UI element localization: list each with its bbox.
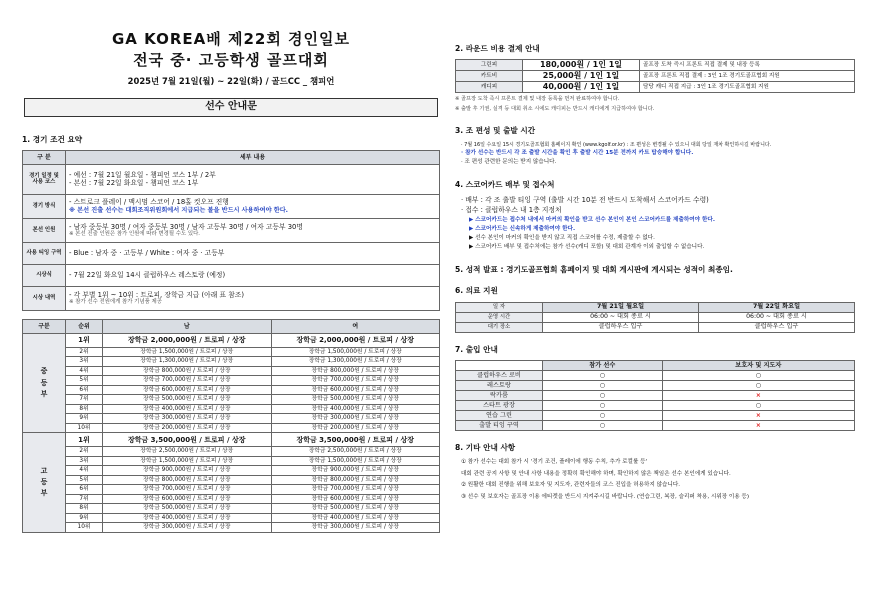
access-body — [456, 371, 855, 431]
prize-row — [23, 357, 440, 367]
left-column — [22, 24, 440, 533]
prize-rank: 7위 — [66, 395, 103, 405]
fee-note: ※ 골프장 도착 즉시 프론트 결제 및 내장 등록을 먼저 완료하여야 합니다. — [455, 96, 620, 103]
cond-label: 사용 티잉 구역 — [23, 242, 66, 264]
cond-label: 시상 내역 — [23, 286, 66, 310]
prize-male: 장학금 1,500,000원 / 트로피 / 상장 — [103, 456, 272, 466]
title-line-1: GA KOREA배 제22회 경인일보 — [112, 30, 350, 48]
prize-male: 장학금 400,000원 / 트로피 / 상장 — [103, 513, 272, 523]
prize-rank: 1위 — [66, 333, 103, 347]
prize-female: 장학금 3,500,000원 / 트로피 / 상장 — [271, 433, 440, 447]
prize-male: 장학금 2,500,000원 / 트로피 / 상장 — [103, 447, 272, 457]
access-player: ○ — [543, 401, 663, 411]
prize-division-label: 고 등 부 — [23, 433, 66, 533]
cond-header-detail: 세부 내용 — [66, 150, 440, 164]
cond-label: 경기 일정 및 사용 코스 — [23, 164, 66, 194]
fee-amount: 180,000원 / 1인 1일 — [523, 60, 640, 71]
access-header-blank — [456, 361, 543, 371]
prize-row — [23, 376, 440, 386]
access-guardian: ○ — [662, 381, 854, 391]
prize-row — [23, 494, 440, 504]
prize-row — [23, 485, 440, 495]
cond-note: ※ 본선 진출 인원은 참가 인원에 따라 변경될 수도 있다. — [69, 231, 201, 238]
prize-male: 장학금 600,000원 / 트로피 / 상장 — [103, 494, 272, 504]
access-player: ○ — [543, 411, 663, 421]
score-line: ▶ 스코어카드 배부 및 접수처에는 참가 선수(캐디 포함) 및 대회 관계자 이외 출입할 수 없습니다. — [469, 243, 705, 250]
score-line-highlight: ▶ 스코어카드는 접수처 내에서 마커의 확인을 받고 선수 본인이 본인 스코어카드를 제출하여야 한다. — [469, 216, 715, 223]
prize-row — [23, 395, 440, 405]
prize-row — [23, 433, 440, 447]
prize-rank: 2위 — [66, 347, 103, 357]
access-player: ○ — [543, 391, 663, 401]
cond-label: 시상식 — [23, 264, 66, 286]
prize-male: 장학금 500,000원 / 트로피 / 상장 — [103, 504, 272, 514]
etc-line: ② 원활한 대회 진행을 위해 보호자 및 지도자, 관련자들의 코스 진입을 허용하지 않습니다. — [461, 482, 681, 489]
prize-header-division: 구분 — [23, 319, 66, 333]
medical-cell: 클럽하우스 입구 — [543, 322, 699, 332]
prize-male: 장학금 1,300,000원 / 트로피 / 상장 — [103, 357, 272, 367]
prize-rank: 10위 — [66, 523, 103, 533]
prize-male: 장학금 200,000원 / 트로피 / 상장 — [103, 423, 272, 433]
section-6-heading: 6. 의료 지원 — [455, 286, 498, 296]
cond-note: ※ 참가 선수 전원에게 참가 기념품 제공 — [69, 299, 162, 306]
access-label: 레스토랑 — [456, 381, 543, 391]
prize-male: 장학금 500,000원 / 트로피 / 상장 — [103, 395, 272, 405]
access-row — [456, 401, 855, 411]
section-3-heading: 3. 조 편성 및 출발 시간 — [455, 126, 536, 136]
prize-row — [23, 333, 440, 347]
medical-label: 대기 장소 — [456, 322, 543, 332]
prize-row — [23, 456, 440, 466]
prize-rank: 4위 — [66, 366, 103, 376]
score-line: ▶ 선수 본인이 마커의 확인을 받지 않고 직접 스코어를 수정, 제출할 수 없다. — [469, 234, 655, 241]
fee-label: 캐디피 — [456, 82, 523, 93]
medical-cell: 06:00 ~ 대회 종료 시 — [699, 312, 855, 322]
prize-rank: 6위 — [66, 385, 103, 395]
prize-female: 장학금 400,000원 / 트로피 / 상장 — [271, 513, 440, 523]
prize-header-male: 남 — [103, 319, 272, 333]
access-row — [456, 391, 855, 401]
section-1-heading: 1. 경기 조건 요약 — [22, 134, 83, 144]
access-label: 스타트 광장 — [456, 401, 543, 411]
fee-note: ※ 출발 후 기권, 실격 등 대회 취소 시에도 캐디피는 반드시 캐디에게 지급하여야 합니다. — [455, 105, 655, 112]
prize-female: 장학금 2,500,000원 / 트로피 / 상장 — [271, 447, 440, 457]
access-player: ○ — [543, 381, 663, 391]
prize-rank: 2위 — [66, 447, 103, 457]
cond-line: - 예선 : 7월 21일 월요일 - 챔피언 코스 1부 / 2부 — [69, 171, 216, 179]
title-line-2: 전국 중· 고등학생 골프대회 — [133, 50, 329, 69]
prize-table — [22, 319, 440, 533]
prize-row — [23, 404, 440, 414]
access-row — [456, 411, 855, 421]
prize-row — [23, 475, 440, 485]
medical-header: 일 자 — [456, 302, 543, 312]
prize-female: 장학금 500,000원 / 트로피 / 상장 — [271, 504, 440, 514]
prize-row — [23, 447, 440, 457]
event-date-line: 2025년 7월 21일(월) ~ 22일(화) / 골드CC _ 챔피언 — [127, 75, 335, 86]
prize-row — [23, 523, 440, 533]
prize-female: 장학금 600,000원 / 트로피 / 상장 — [271, 385, 440, 395]
section-4-heading: 4. 스코어카드 배부 및 접수처 — [455, 180, 555, 190]
prize-female: 장학금 800,000원 / 트로피 / 상장 — [271, 366, 440, 376]
cond-line: - 스트로크 플레이 / 맥시멈 스코어 / 18홀 컷오프 진행 — [69, 198, 229, 207]
access-label: 출발 티잉 구역 — [456, 421, 543, 431]
cond-value — [66, 286, 440, 310]
prize-rank: 8위 — [66, 504, 103, 514]
cond-value: - 7월 22일 화요일 14시 클럽하우스 레스토랑 (예정) — [66, 264, 440, 286]
access-label: 연습 그린 — [456, 411, 543, 421]
fee-desc: 골프장 도착 즉시 프론트 직접 결제 및 내장 등록 — [640, 60, 855, 71]
access-player: ○ — [543, 371, 663, 381]
fee-amount: 25,000원 / 1인 1일 — [523, 71, 640, 82]
prize-division-label: 중 등 부 — [23, 333, 66, 433]
prize-header-rank: 순위 — [66, 319, 103, 333]
cond-value — [66, 194, 440, 218]
score-line: · 접수 : 클럽하우스 내 1층 지정처 — [461, 206, 562, 215]
cond-value — [66, 164, 440, 194]
access-guardian: × — [662, 391, 854, 401]
cond-line: - 남자 중등부 30명 / 여자 중등부 30명 / 남자 고등부 30명 / 여자 고등부 30명 — [69, 222, 303, 231]
prize-male: 장학금 2,000,000원 / 트로피 / 상장 — [103, 333, 272, 347]
cond-value: - Blue : 남자 중 · 고등부 / White : 여자 중 · 고등부 — [66, 242, 440, 264]
cond-header-category: 구 분 — [23, 150, 66, 164]
prize-male: 장학금 800,000원 / 트로피 / 상장 — [103, 475, 272, 485]
medical-header-day2: 7월 22일 화요일 — [699, 302, 855, 312]
prize-rank: 4위 — [66, 466, 103, 476]
cond-label: 본선 인원 — [23, 218, 66, 242]
prize-rank: 9위 — [66, 513, 103, 523]
access-row — [456, 421, 855, 431]
etc-line: ③ 선수 및 보호자는 골프장 이용 에티켓을 반드시 지켜주시길 바랍니다. (연습그린, 복장, 슬리퍼 착용, 시위장 이용 등) — [461, 494, 750, 501]
prize-rank: 3위 — [66, 357, 103, 367]
fee-label: 그린피 — [456, 60, 523, 71]
section-8-heading: 8. 기타 안내 사항 — [455, 443, 516, 453]
fee-desc: 골프장 프론트 직접 결제 : 3인 1조 경기도골프협회 지원 — [640, 71, 855, 82]
access-row — [456, 381, 855, 391]
prize-body — [23, 333, 440, 532]
prize-rank: 5위 — [66, 475, 103, 485]
access-row — [456, 371, 855, 381]
prize-header-female: 여 — [271, 319, 440, 333]
prize-male: 장학금 800,000원 / 트로피 / 상장 — [103, 366, 272, 376]
conditions-table — [22, 150, 440, 311]
prize-female: 장학금 400,000원 / 트로피 / 상장 — [271, 404, 440, 414]
fee-label: 카트비 — [456, 71, 523, 82]
right-column — [455, 24, 855, 501]
access-header-guardian: 보호자 및 지도자 — [662, 361, 854, 371]
prize-female: 장학금 500,000원 / 트로피 / 상장 — [271, 395, 440, 405]
notice-title-box: 선수 안내문 — [24, 98, 438, 117]
prize-rank: 9위 — [66, 414, 103, 424]
group-line-highlight: · 참가 선수는 반드시 각 조 출발 시간을 확인 후 출발 시간 15분 전까지 카트 탑승해야 합니다. — [461, 150, 694, 157]
access-label: 클럽하우스 로비 — [456, 371, 543, 381]
group-line: · 조 편성 관련한 문의는 받지 않습니다. — [461, 159, 557, 166]
prize-female: 장학금 1,500,000원 / 트로피 / 상장 — [271, 456, 440, 466]
medical-table — [455, 302, 855, 333]
group-line: · 7월 16일 수요일 15시 경기도골프협회 홈페이지 확인 (www.kgolf.or.kr) : 조 편성은 변경될 수 있으니 대회 당일 재차 확인하시길 바랍니다. — [461, 141, 772, 148]
prize-female: 장학금 300,000원 / 트로피 / 상장 — [271, 523, 440, 533]
medical-cell: 06:00 ~ 대회 종료 시 — [543, 312, 699, 322]
prize-male: 장학금 900,000원 / 트로피 / 상장 — [103, 466, 272, 476]
prize-male: 장학금 1,500,000원 / 트로피 / 상장 — [103, 347, 272, 357]
prize-male: 장학금 700,000원 / 트로피 / 상장 — [103, 376, 272, 386]
score-line: · 배부 : 각 조 출발 티잉 구역 (출발 시간 10분 전 반드시 도착해서 스코어카드 수령) — [461, 195, 709, 204]
cond-note: ※ 본선 진출 선수는 대회조직위원회에서 지급되는 볼을 반드시 사용하여야 한다. — [69, 206, 289, 214]
prize-rank: 1위 — [66, 433, 103, 447]
access-guardian: ○ — [662, 371, 854, 381]
cond-label: 경기 방식 — [23, 194, 66, 218]
prize-female: 장학금 1,500,000원 / 트로피 / 상장 — [271, 347, 440, 357]
access-header-player: 참가 선수 — [543, 361, 663, 371]
section-2-heading: 2. 라운드 비용 결제 안내 — [455, 44, 540, 53]
prize-row — [23, 385, 440, 395]
section-7-heading: 7. 출입 안내 — [455, 344, 498, 354]
prize-male: 장학금 700,000원 / 트로피 / 상장 — [103, 485, 272, 495]
access-label: 락카룸 — [456, 391, 543, 401]
prize-row — [23, 366, 440, 376]
access-guardian: ○ — [662, 401, 854, 411]
medical-cell: 클럽하우스 입구 — [699, 322, 855, 332]
prize-male: 장학금 600,000원 / 트로피 / 상장 — [103, 385, 272, 395]
prize-rank: 5위 — [66, 376, 103, 386]
prize-rank: 8위 — [66, 404, 103, 414]
access-guardian: × — [662, 421, 854, 431]
prize-female: 장학금 300,000원 / 트로피 / 상장 — [271, 414, 440, 424]
access-table — [455, 360, 855, 431]
access-guardian: × — [662, 411, 854, 421]
cond-value — [66, 218, 440, 242]
prize-row — [23, 347, 440, 357]
section-5-heading: 5. 성적 발표 : 경기도골프협회 홈페이지 및 대회 게시판에 게시되는 성적이 최종임. — [455, 264, 733, 274]
prize-row — [23, 423, 440, 433]
cond-line: - 각 부별 1위 ~ 10위 : 트로피, 장학금 지급 (아래 표 참조) — [69, 290, 244, 299]
score-line-highlight: ▶ 스코어카드는 신속하게 제출하여야 한다. — [469, 225, 576, 232]
prize-male: 장학금 3,500,000원 / 트로피 / 상장 — [103, 433, 272, 447]
etc-line: 대회 관련 공지 사항 및 안내 사항 내용을 정확히 확인해야 하며, 확인하지 않은 책임은 선수 본인에게 있습니다. — [461, 470, 731, 477]
cond-line: - 본선 : 7월 22일 화요일 - 챔피언 코스 1부 — [69, 179, 199, 188]
fee-desc: 담당 캐디 직접 지급 : 3인 1조 경기도골프협회 지원 — [640, 82, 855, 93]
prize-female: 장학금 600,000원 / 트로피 / 상장 — [271, 494, 440, 504]
prize-female: 장학금 1,300,000원 / 트로피 / 상장 — [271, 357, 440, 367]
fee-amount: 40,000원 / 1인 1일 — [523, 82, 640, 93]
prize-rank: 10위 — [66, 423, 103, 433]
prize-row — [23, 504, 440, 514]
prize-rank: 3위 — [66, 456, 103, 466]
prize-male: 장학금 300,000원 / 트로피 / 상장 — [103, 414, 272, 424]
prize-female: 장학금 700,000원 / 트로피 / 상장 — [271, 376, 440, 386]
prize-row — [23, 513, 440, 523]
prize-female: 장학금 900,000원 / 트로피 / 상장 — [271, 466, 440, 476]
prize-male: 장학금 300,000원 / 트로피 / 상장 — [103, 523, 272, 533]
medical-header-day1: 7월 21일 월요일 — [543, 302, 699, 312]
prize-rank: 6위 — [66, 485, 103, 495]
access-player: ○ — [543, 421, 663, 431]
prize-female: 장학금 2,000,000원 / 트로피 / 상장 — [271, 333, 440, 347]
prize-rank: 7위 — [66, 494, 103, 504]
etc-line: ① 참가 선수는 대회 참가 시 '경기 조건, 플레이에 행동 수칙, 추가 로컬룰 등' — [461, 458, 648, 465]
prize-female: 장학금 200,000원 / 트로피 / 상장 — [271, 423, 440, 433]
fee-table — [455, 59, 855, 93]
prize-row — [23, 466, 440, 476]
prize-row — [23, 414, 440, 424]
prize-female: 장학금 800,000원 / 트로피 / 상장 — [271, 475, 440, 485]
medical-label: 운영 시간 — [456, 312, 543, 322]
prize-female: 장학금 700,000원 / 트로피 / 상장 — [271, 485, 440, 495]
prize-male: 장학금 400,000원 / 트로피 / 상장 — [103, 404, 272, 414]
